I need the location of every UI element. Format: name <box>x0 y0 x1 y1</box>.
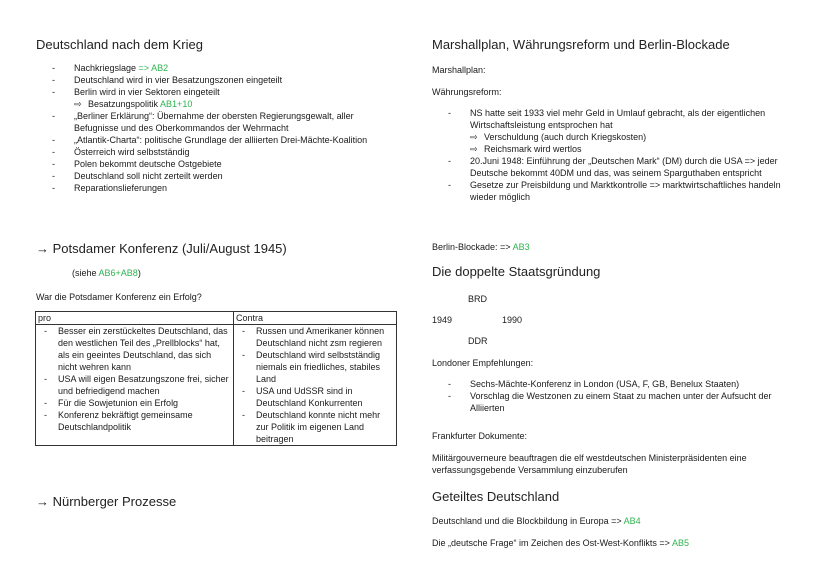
list-item <box>36 146 386 158</box>
list-item <box>36 170 386 182</box>
list-item-text: NS hatte seit 1933 viel mehr Geld in Umlauf gebracht, als der eigentlichen Wirtschaftsleistung entsprochen hat <box>470 108 766 130</box>
london-list <box>432 378 792 414</box>
list-item <box>36 110 386 134</box>
year-1990: 1990 <box>502 315 523 325</box>
list-item <box>38 373 231 397</box>
potsdam-question: War die Potsdamer Konferenz ein Erfolg? <box>36 292 202 302</box>
contra-header: Contra <box>234 312 397 325</box>
deutsche-frage-text: Die „deutsche Frage“ im Zeichen des Ost-West-Konflikts => <box>432 538 672 548</box>
list-item <box>38 409 231 433</box>
list-item-text: 20.Juni 1948: Einführung der „Deutschen Mark“ (DM) durch die USA => jeder Deutsche bekommt 40DM und das, was seinem Sparguthaben entspricht <box>470 156 778 178</box>
list-item <box>236 325 394 349</box>
list-item <box>432 107 792 131</box>
list-item-text: Für die Sowjetunion ein Erfolg <box>58 398 179 408</box>
deutsche-frage-line <box>432 537 689 549</box>
list-item-text: Reparationslieferungen <box>74 183 168 193</box>
potsdam-heading: → Potsdamer Konferenz (Juli/August 1945) <box>36 241 287 256</box>
blockade-label: Berlin-Blockade: => <box>432 242 513 252</box>
brd-label: BRD <box>468 294 488 304</box>
ab-reference-link[interactable]: AB3 <box>512 242 530 252</box>
staatsgruendung-heading: Die doppelte Staatsgründung <box>432 264 601 279</box>
list-item-text: Besatzungspolitik <box>88 99 161 109</box>
list-item <box>36 134 386 146</box>
list-item-text: Polen bekommt deutsche Ostgebiete <box>74 159 222 169</box>
list-item-text: Deutschland wird selbstständig niemals ein friedliches, stabiles Land <box>256 350 381 384</box>
list-item-text: Berlin wird in vier Sektoren eingeteilt <box>74 87 220 97</box>
pro-contra-table <box>35 311 397 446</box>
geteilt-heading: Geteiltes Deutschland <box>432 489 560 504</box>
list-item <box>36 158 386 170</box>
waehrung-list <box>432 107 792 203</box>
list-item <box>36 182 386 194</box>
marshall-label: Marshallplan: <box>432 65 486 75</box>
ab-reference-link[interactable]: => AB2 <box>138 63 169 73</box>
list-item <box>432 378 792 390</box>
list-item <box>236 349 394 385</box>
list-item <box>236 409 394 445</box>
ab-reference-link[interactable]: AB1+10 <box>160 99 193 109</box>
potsdam-see-note <box>72 267 141 279</box>
pro-cell <box>36 325 234 446</box>
list-item-text: USA und UdSSR sind in Deutschland Konkurrenten <box>256 386 363 408</box>
list-item-text: USA will eigen Besatzungszone frei, sicher und befriedigend machen <box>58 374 229 396</box>
frankfurt-label: Frankfurter Dokumente: <box>432 431 528 441</box>
list-item <box>432 390 792 414</box>
list-item <box>236 385 394 409</box>
section-title-deutschland-nach-krieg: Deutschland nach dem Krieg <box>36 37 203 52</box>
ddr-label: DDR <box>468 336 488 346</box>
contra-cell <box>234 325 397 446</box>
list-item <box>432 179 792 203</box>
list-item-text: Vorschlag die Westzonen zu einem Staat zu machen unter der Aufsucht der Alliierten <box>470 391 772 413</box>
list-item <box>432 155 792 179</box>
list-item <box>432 131 792 143</box>
list-item <box>36 74 386 86</box>
frankfurt-text: Militärgouverneure beauftragen die elf westdeutschen Ministerpräsidenten eine verfassungsgebende Versammlung einzuberufen <box>432 453 747 475</box>
nuernberg-heading: → Nürnberger Prozesse <box>36 494 177 509</box>
blockbildung-line <box>432 515 641 527</box>
pro-header: pro <box>36 312 234 325</box>
list-item <box>36 62 386 74</box>
see-suffix: ) <box>137 268 141 278</box>
list-item-text: Besser ein zerstückeltes Deutschland, das den westlichen Teil des „Prellblocks“ hat, als ein geeintes Deutschland, das sich nicht wehren kann <box>58 326 228 372</box>
contra-list <box>236 325 394 445</box>
list-item-text: Deutschland konnte nicht mehr zur Politik im eigenen Land beitragen <box>256 410 381 444</box>
section-title-marshallplan: Marshallplan, Währungsreform und Berlin-Blockade <box>432 37 730 52</box>
list-item-text: Verschuldung (auch durch Kriegskosten) <box>484 132 647 142</box>
year-1949: 1949 <box>432 315 453 325</box>
list-item-text: Deutschland soll nicht zerteilt werden <box>74 171 223 181</box>
list-item <box>38 397 231 409</box>
list-item <box>36 98 386 110</box>
ab-reference-link[interactable]: AB5 <box>671 538 689 548</box>
list-item-text: Konferenz bekräftigt gemeinsame Deutschlandpolitik <box>58 410 193 432</box>
waehrung-label: Währungsreform: <box>432 87 502 97</box>
list-item <box>36 86 386 98</box>
nachkrieg-list <box>36 62 386 194</box>
list-item <box>432 143 792 155</box>
pro-list <box>38 325 231 433</box>
list-item-text: Sechs-Mächte-Konferenz in London (USA, F, GB, Benelux Staaten) <box>470 379 740 389</box>
list-item-text: Deutschland wird in vier Besatzungszonen eingeteilt <box>74 75 283 85</box>
ab-reference-link[interactable]: AB4 <box>623 516 641 526</box>
list-item-text: Nachkriegslage <box>74 63 139 73</box>
list-item-text: Gesetze zur Preisbildung und Marktkontrolle => marktwirtschaftliches handeln wieder möglich <box>470 180 781 202</box>
list-item-text: Österreich wird selbstständig <box>74 147 190 157</box>
list-item-text: Russen und Amerikaner können Deutschland nicht zsm regieren <box>256 326 385 348</box>
list-item <box>38 325 231 373</box>
ab-reference-link[interactable]: AB6+AB8 <box>98 268 138 278</box>
blockade-line <box>432 241 530 253</box>
see-prefix: (siehe <box>72 268 99 278</box>
list-item-text: Reichsmark wird wertlos <box>484 144 582 154</box>
list-item-text: „Berliner Erklärung“: Übernahme der obersten Regierungsgewalt, aller Befugnisse und des Oberkommandos der Wehrmacht <box>74 111 354 133</box>
blockbildung-text: Deutschland und die Blockbildung in Europa => <box>432 516 624 526</box>
list-item-text: „Atlantik-Charta“: politische Grundlage der alliierten Drei-Mächte-Koalition <box>74 135 368 145</box>
london-label: Londoner Empfehlungen: <box>432 358 534 368</box>
